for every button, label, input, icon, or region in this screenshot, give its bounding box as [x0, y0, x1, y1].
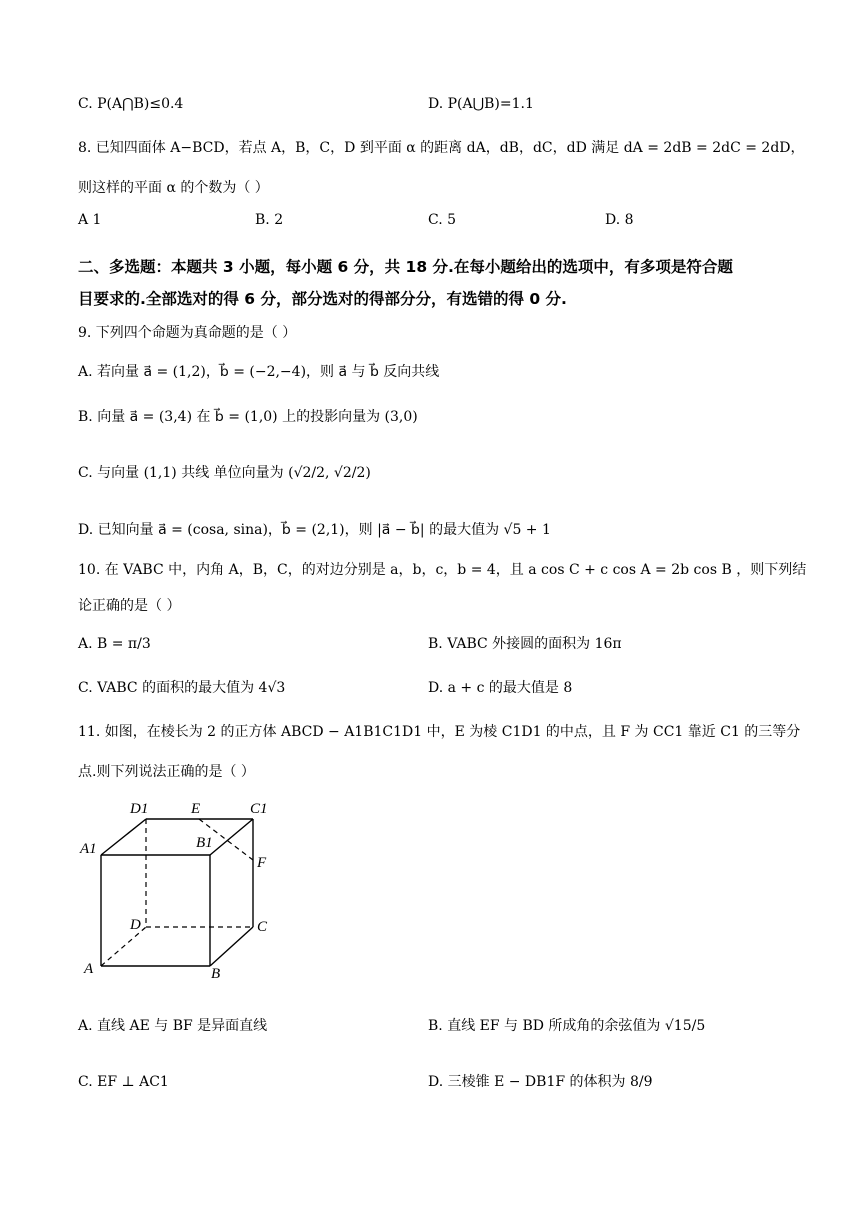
- label-c: C: [257, 919, 268, 935]
- q8-stem-line2: 则这样的平面 α 的个数为（ ）: [78, 180, 269, 196]
- section-heading-line2: 目要求的.全部选对的得 6 分，部分选对的得部分分，有选错的得 0 分.: [78, 290, 567, 308]
- q11-option-d: D. 三棱锥 E − DB1F 的体积为 8/9: [428, 1074, 653, 1090]
- q8-option-b: B. 2: [255, 212, 284, 228]
- q7-option-d: D. P(A⋃B)=1.1: [428, 96, 534, 112]
- q11-option-c: C. EF ⊥ AC1: [78, 1074, 169, 1090]
- q10-stem-line2: 论正确的是（ ）: [78, 598, 181, 614]
- q11-option-b: B. 直线 EF 与 BD 所成角的余弦值为 √15/5: [428, 1018, 706, 1034]
- q9-option-a: A. 若向量 a⃗ = (1,2)，b⃗ = (−2,−4)，则 a⃗ 与 b⃗ 反向共线: [78, 364, 440, 380]
- label-a1: A1: [80, 841, 97, 857]
- q8-option-d: D. 8: [605, 212, 634, 228]
- q9-stem: 9. 下列四个命题为真命题的是（ ）: [78, 325, 297, 341]
- q10-option-c: C. VABC 的面积的最大值为 4√3: [78, 680, 286, 696]
- q11-stem-line2: 点.则下列说法正确的是（ ）: [78, 764, 255, 780]
- edge-a1-d1: [101, 819, 146, 855]
- label-a: A: [84, 961, 94, 977]
- label-c1: C1: [250, 801, 268, 817]
- label-b1: B1: [196, 835, 213, 851]
- q9-option-c: C. 与向量 (1,1) 共线 单位向量为 (√2/2, √2/2): [78, 465, 371, 481]
- q8-option-a: A 1: [78, 212, 102, 228]
- edge-b-c: [210, 927, 253, 966]
- cube-figure: [78, 795, 288, 990]
- edge-b1-c1: [210, 819, 253, 855]
- label-b: B: [211, 966, 221, 982]
- q8-option-c: C. 5: [428, 212, 457, 228]
- section-heading-line1: 二、多选题：本题共 3 小题，每小题 6 分，共 18 分.在每小题给出的选项中，有多项是符合题: [78, 258, 733, 276]
- label-d: D: [130, 917, 141, 933]
- q11-stem-line1: 11. 如图，在棱长为 2 的正方体 ABCD − A1B1C1D1 中，E 为棱 C1D1 的中点，且 F 为 CC1 靠近 C1 的三等分: [78, 724, 801, 740]
- label-e: E: [191, 801, 201, 817]
- q7-option-c: C. P(A⋂B)≤0.4: [78, 96, 184, 112]
- q11-option-a: A. 直线 AE 与 BF 是异面直线: [78, 1018, 268, 1034]
- label-f: F: [257, 855, 267, 871]
- q10-stem-line1: 10. 在 VABC 中，内角 A，B，C，的对边分别是 a，b，c，b = 4，且 a cos C + c cos A = 2b cos B ，则下列结: [78, 562, 807, 578]
- q10-option-a: A. B = π/3: [78, 636, 151, 652]
- label-d1: D1: [130, 801, 149, 817]
- q10-option-d: D. a + c 的最大值是 8: [428, 680, 573, 696]
- q8-stem-line1: 8. 已知四面体 A−BCD，若点 A，B，C，D 到平面 α 的距离 dA，dB，dC，dD 满足 dA = 2dB = 2dC = 2dD，: [78, 140, 805, 156]
- q10-option-b: B. VABC 外接圆的面积为 16π: [428, 636, 622, 652]
- q9-option-d: D. 已知向量 a⃗ = (cosa, sina)，b⃗ = (2,1)，则 |a⃗ − b⃗| 的最大值为 √5 + 1: [78, 522, 551, 538]
- q9-option-b: B. 向量 a⃗ = (3,4) 在 b⃗ = (1,0) 上的投影向量为 (3,0): [78, 409, 418, 425]
